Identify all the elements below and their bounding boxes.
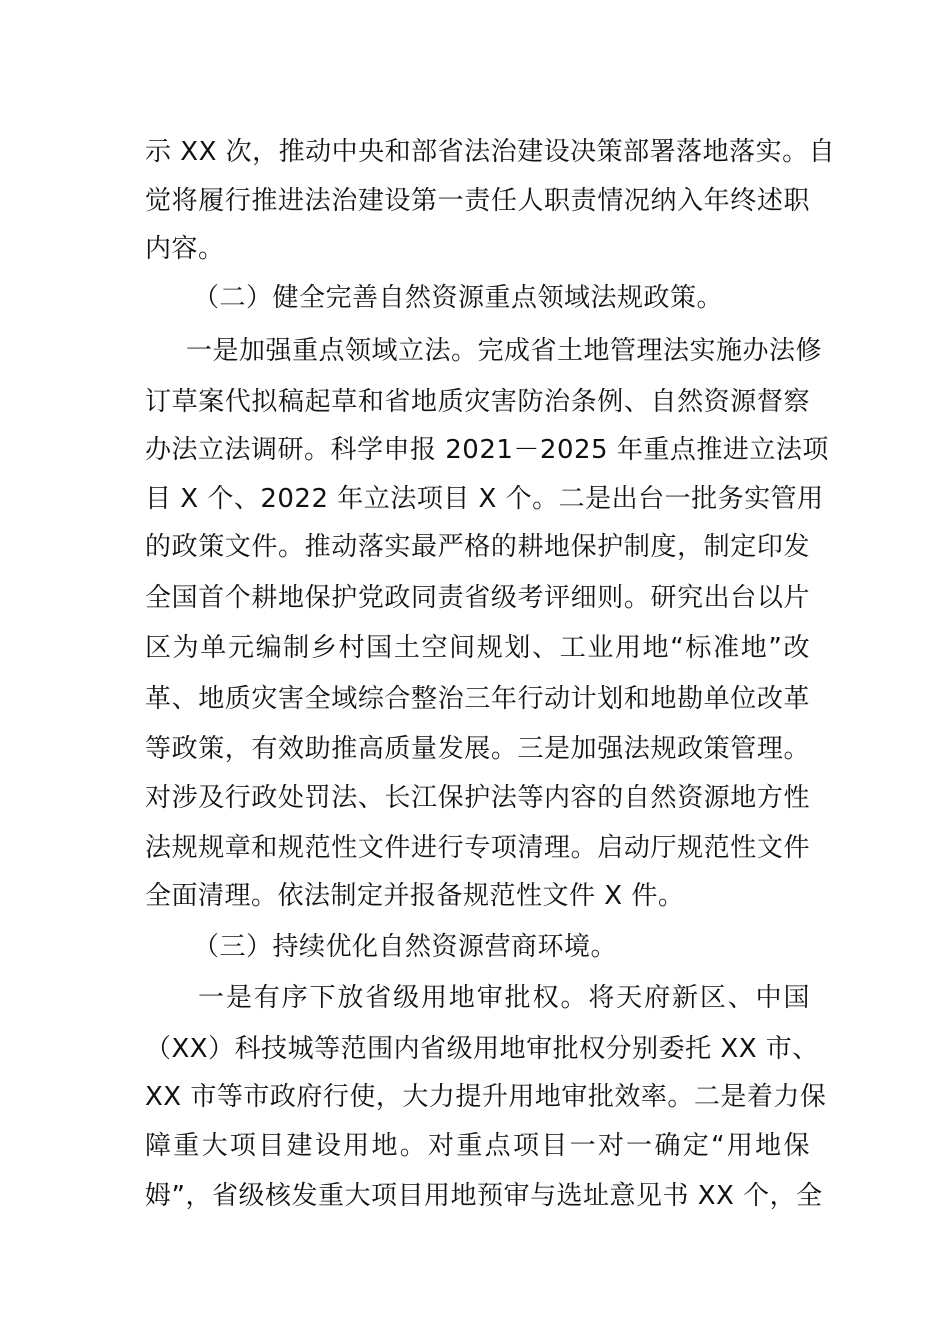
text-line: 示 XX 次，推动中央和部省法治建设决策部署落地落实。自 bbox=[145, 137, 836, 167]
text-line: 目 X 个、2022 年立法项目 X 个。二是出台一批务实管用 bbox=[145, 484, 824, 514]
text-line: 的政策文件。推动落实最严格的耕地保护制度，制定印发 bbox=[145, 532, 810, 562]
text-line: 一是加强重点领域立法。完成省土地管理法实施办法修 bbox=[186, 336, 823, 366]
text-line: 区为单元编制乡村国土空间规划、工业用地“标准地”改 bbox=[145, 633, 810, 663]
text-line: 订草案代拟稿起草和省地质灾害防治条例、自然资源督察 bbox=[145, 387, 810, 417]
text-line: 障重大项目建设用地。对重点项目一对一确定“用地保 bbox=[145, 1131, 810, 1161]
text-line: 革、地质灾害全域综合整治三年行动计划和地勘单位改革 bbox=[145, 684, 810, 714]
text-line: （XX）科技城等范围内省级用地审批权分别委托 XX 市、 bbox=[145, 1034, 819, 1064]
text-line: 一是有序下放省级用地审批权。将天府新区、中国 bbox=[198, 983, 810, 1013]
section-heading: （二）健全完善自然资源重点领域法规政策。 bbox=[193, 283, 724, 313]
text-line: 对涉及行政处罚法、长江保护法等内容的自然资源地方性 bbox=[145, 783, 810, 813]
text-line: 内容。 bbox=[145, 234, 225, 264]
text-line: 法规规章和规范性文件进行专项清理。启动厅规范性文件 bbox=[145, 833, 810, 863]
text-line: 办法立法调研。科学申报 2021－2025 年重点推进立法项 bbox=[145, 435, 829, 465]
section-heading: （三）持续优化自然资源营商环境。 bbox=[193, 932, 618, 962]
text-line: XX 市等市政府行使，大力提升用地审批效率。二是着力保 bbox=[145, 1082, 827, 1112]
text-line: 等政策，有效助推高质量发展。三是加强法规政策管理。 bbox=[145, 734, 810, 764]
text-line: 全国首个耕地保护党政同责省级考评细则。研究出台以片 bbox=[145, 583, 810, 613]
text-line: 全面清理。依法制定并报备规范性文件 X 件。 bbox=[145, 881, 685, 911]
text-line: 觉将履行推进法治建设第一责任人职责情况纳入年终述职 bbox=[145, 186, 810, 216]
text-line: 姆”，省级核发重大项目用地预审与选址意见书 XX 个，全 bbox=[145, 1181, 823, 1211]
